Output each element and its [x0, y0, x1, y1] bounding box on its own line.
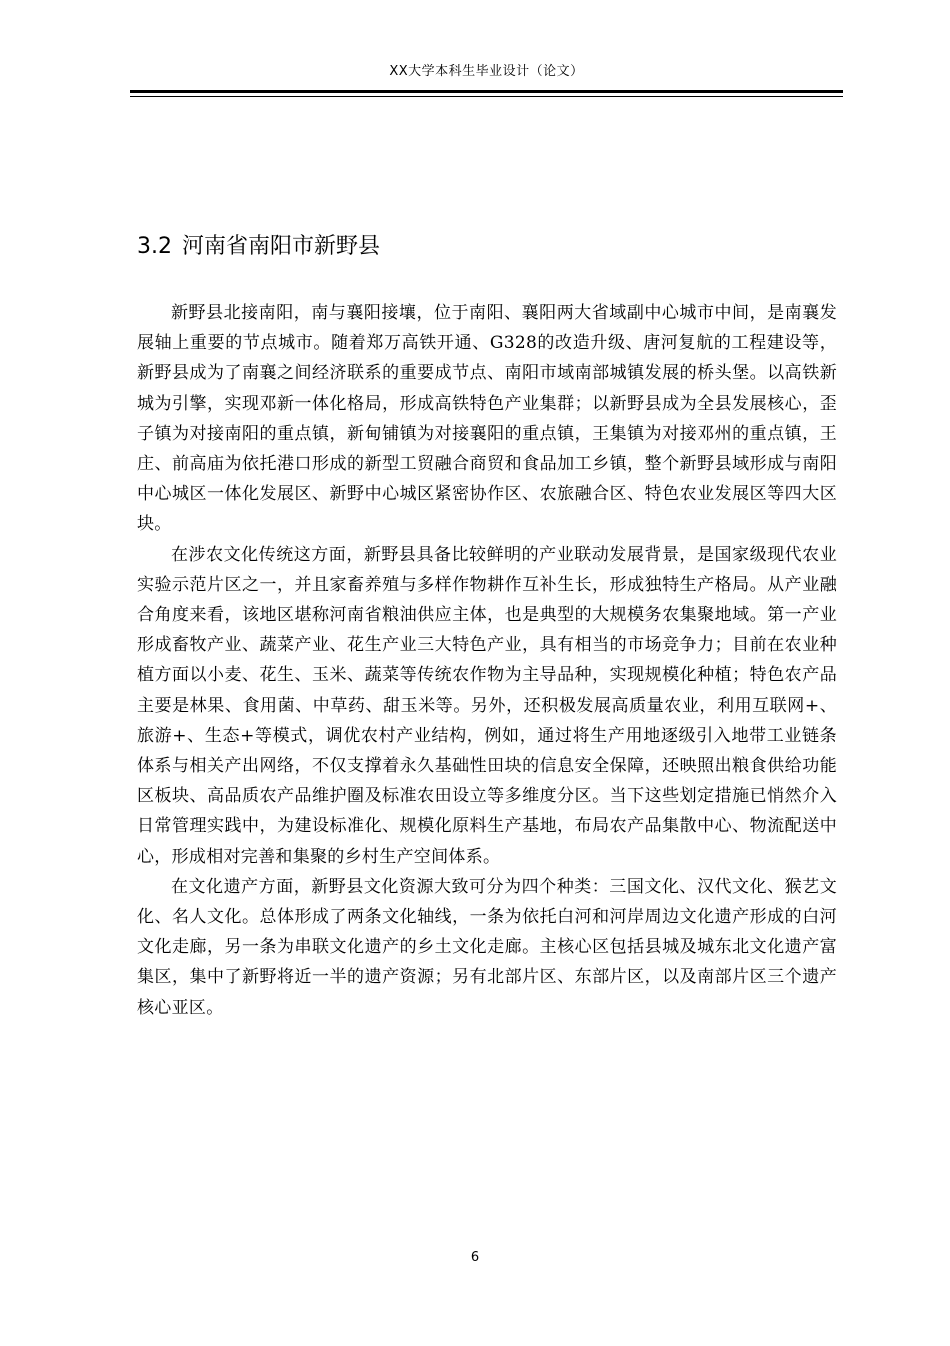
- body-text: [137, 298, 837, 1023]
- section-heading: [137, 230, 380, 264]
- section-number: 3.2: [137, 234, 172, 259]
- section-title: 河南省南阳市新野县: [182, 234, 381, 259]
- paragraph-agriculture: 在涉农文化传统这方面，新野县具备比较鲜明的产业联动发展背景，是国家级现代农业实验示范片区之一，并且家畜养殖与多样作物耕作互补生长，形成独特生产格局。从产业融合角度来看，该地区堪称河南省粮油供应主体，也是典型的大规模务农集聚地域。第一产业形成畜牧产业、蔬菜产业、花生产业三大特色产业，具有相当的市场竞争力；目前在农业种植方面以小麦、花生、玉米、蔬菜等传统农作物为主导品种，实现规模化种植；特色农产品主要是林果、食用菌、中草药、甜玉米等。另外，还积极发展高质量农业，利用互联网+、旅游+、生态+等模式，调优农村产业结构，例如，通过将生产用地逐级引入地带工业链条体系与相关产出网络，不仅支撑着永久基础性田块的信息安全保障，还映照出粮食供给功能区板块、高品质农产品维护圈及标准农田设立等多维度分区。当下这些划定措施已悄然介入日常管理实践中，为建设标准化、规模化原料生产基地，布局农产品集散中心、物流配送中心，形成相对完善和集聚的乡村生产空间体系。: [137, 544, 837, 867]
- paragraph-location: 新野县北接南阳，南与襄阳接壤，位于南阳、襄阳两大省域副中心城市中间，是南襄发展轴上重要的节点城市。随着郑万高铁开通、G328的改造升级、唐河复航的工程建设等，新野县成为了南襄之间经济联系的重要成节点、南阳市域南部城镇发展的桥头堡。以高铁新城为引擎，实现邓新一体化格局，形成高铁特色产业集群；以新野县成为全县发展核心，歪子镇为对接南阳的重点镇，新甸铺镇为对接襄阳的重点镇，王集镇为对接邓州的重点镇，王庄、前高庙为依托港口形成的新型工贸融合商贸和食品加工乡镇，整个新野县域形成与南阳中心城区一体化发展区、新野中心城区紧密协作区、农旅融合区、特色农业发展区等四大区块。: [137, 303, 837, 535]
- header-rule-thin: [130, 96, 843, 97]
- header-rule-thick: [130, 90, 843, 93]
- paragraph-cultural-heritage: 在文化遗产方面，新野县文化资源大致可分为四个种类：三国文化、汉代文化、猴艺文化、名人文化。总体形成了两条文化轴线，一条为依托白河和河岸周边文化遗产形成的白河文化走廊，另一条为串联文化遗产的乡土文化走廊。主核心区包括县城及城东北文化遗产富集区，集中了新野将近一半的遗产资源；另有北部片区、东部片区，以及南部片区三个遗产核心亚区。: [137, 876, 837, 1018]
- page-header: XX大学本科生毕业设计（论文）: [389, 64, 584, 79]
- page-number: 6: [470, 1250, 480, 1265]
